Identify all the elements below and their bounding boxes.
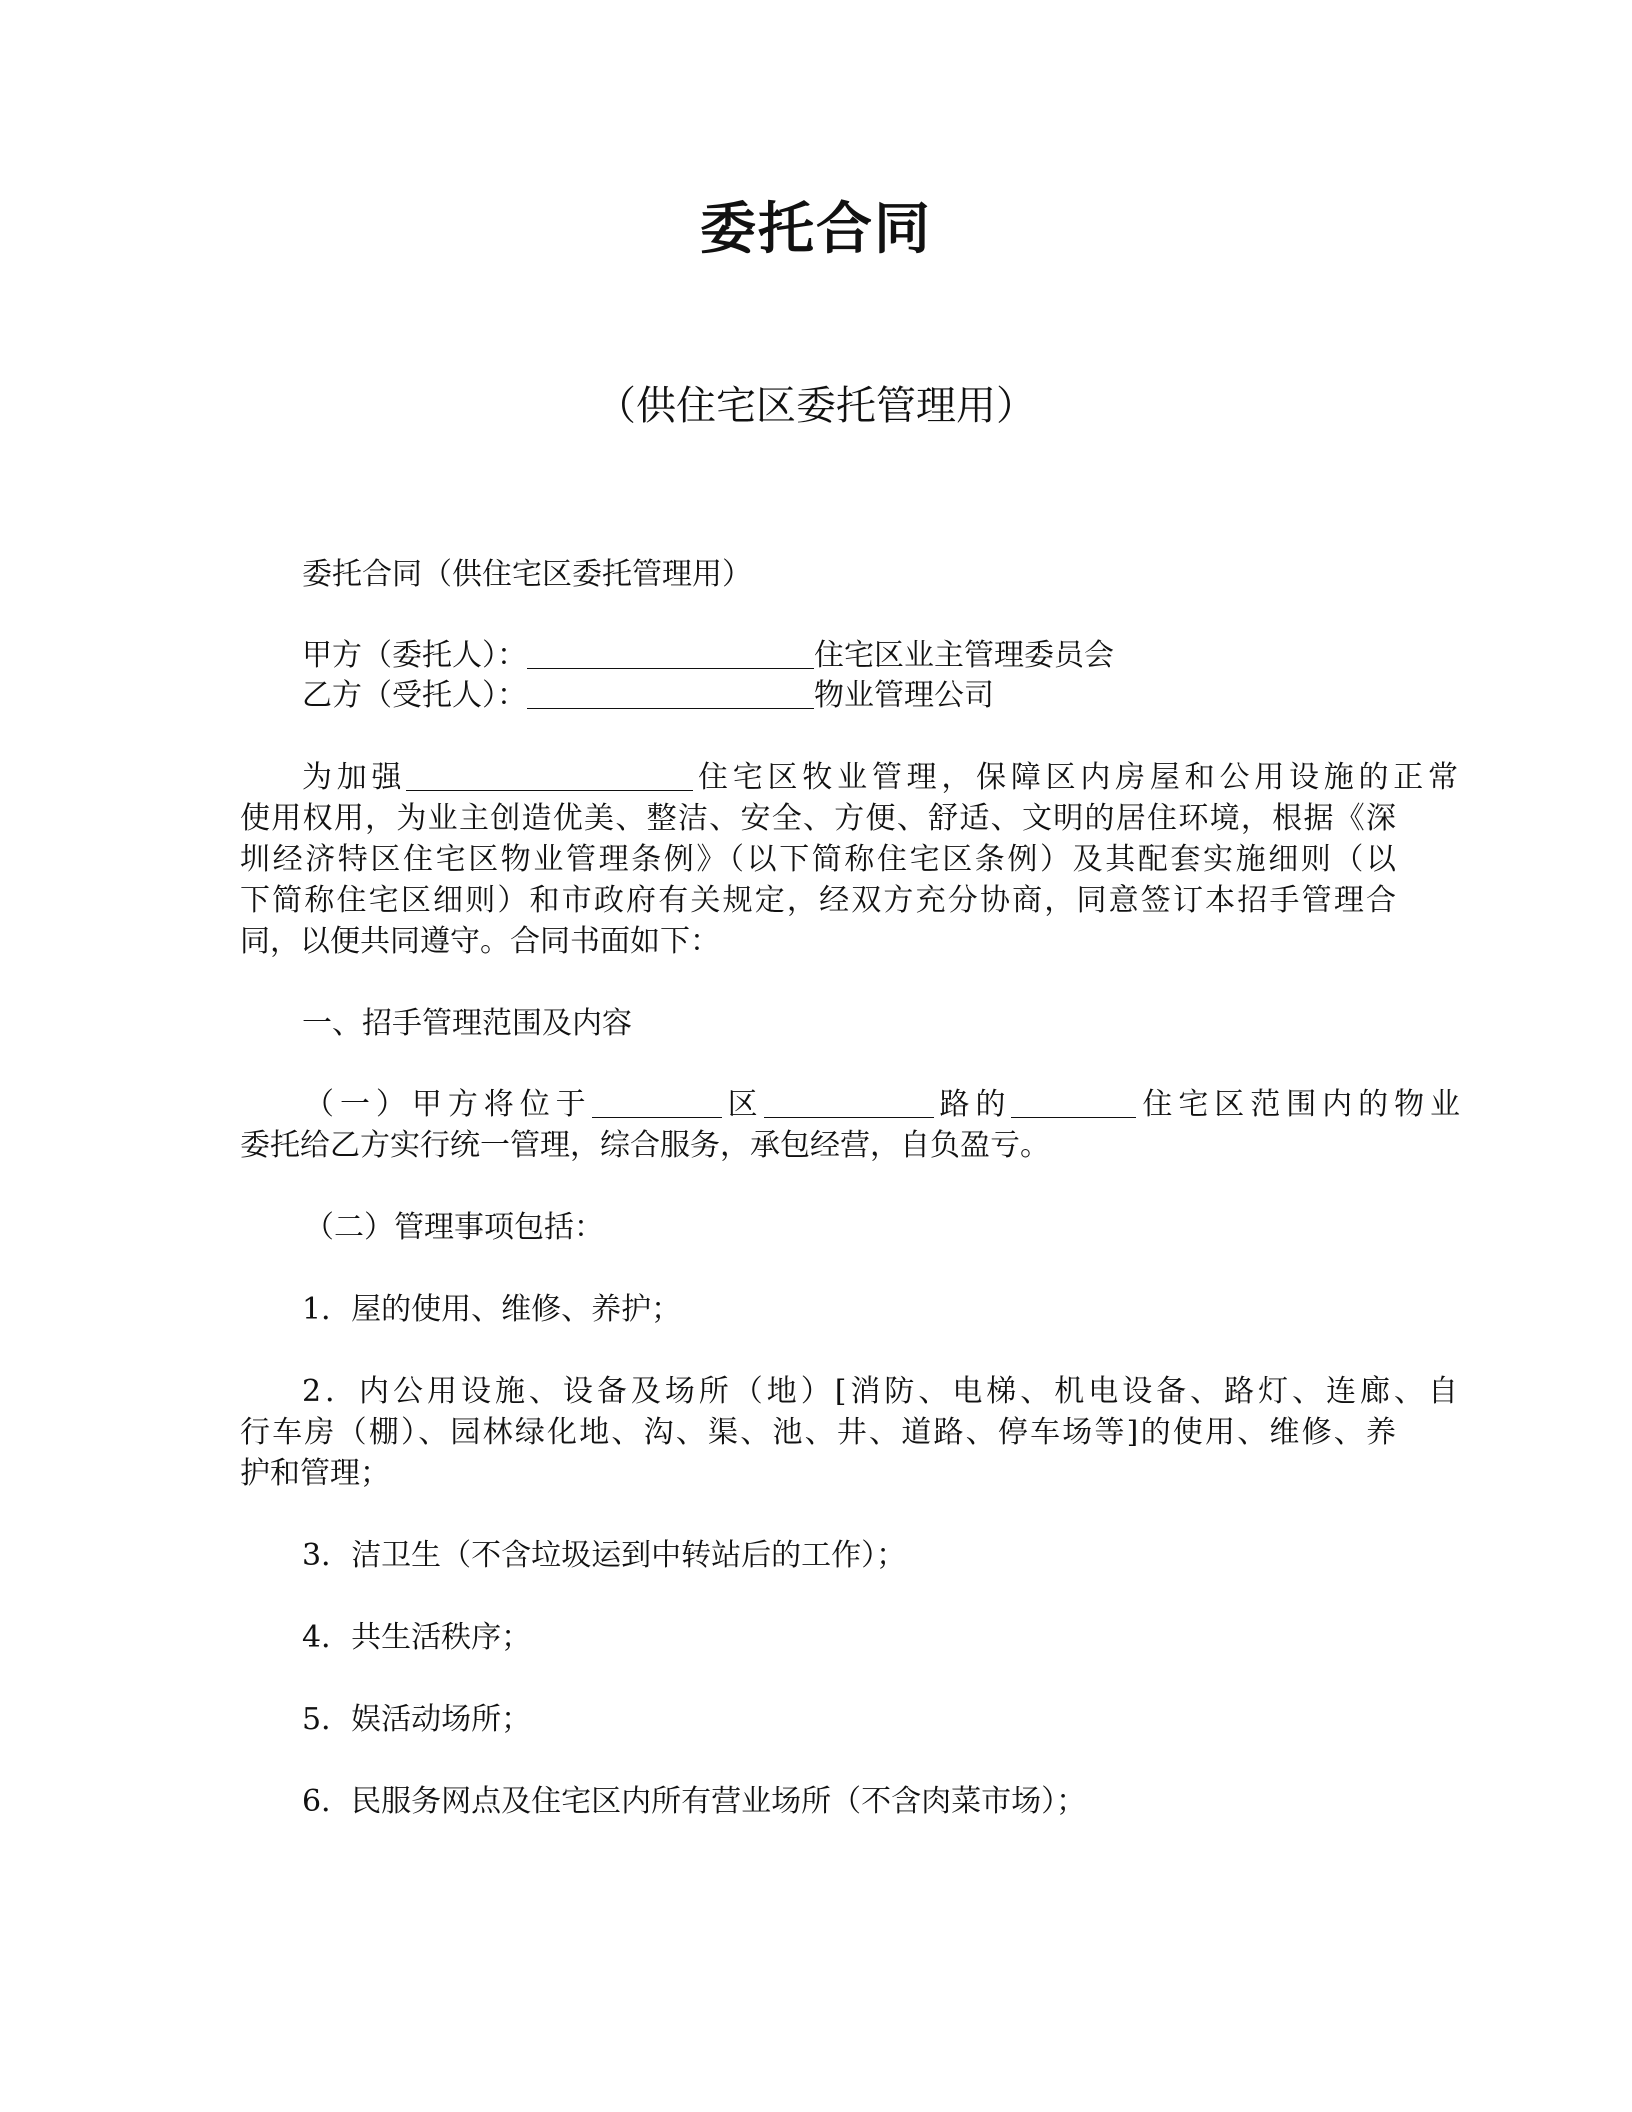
item-2-line-1: 2．内公用设施、设备及场所（地）[消防、电梯、机电设备、路灯、连廊、自 bbox=[302, 1374, 1458, 1409]
preamble-line-1 bbox=[240, 758, 1458, 798]
item-2-line-3: 护和管理； bbox=[240, 1456, 390, 1491]
district-blank bbox=[592, 1087, 722, 1118]
party-b-suffix: 物业管理公司 bbox=[814, 678, 994, 713]
preamble-line-3: 圳经济特区住宅区物业管理条例》（以下简称住宅区条例）及其配套实施细则（以 bbox=[240, 842, 1396, 877]
item-5: 5．娱活动场所； bbox=[302, 1702, 532, 1737]
clause-1-part-1: （一）甲方将位于 bbox=[304, 1087, 592, 1122]
party-a-label: 甲方（委托人）： bbox=[302, 638, 527, 673]
clause-1-line-2: 委托给乙方实行统一管理，综合服务，承包经营，自负盈亏。 bbox=[240, 1128, 1050, 1163]
party-b-line bbox=[240, 676, 1458, 716]
preamble-line-2: 使用权用，为业主创造优美、整洁、安全、方便、舒适、文明的居住环境，根据《深 bbox=[240, 801, 1396, 836]
clause-1-line-1 bbox=[240, 1085, 1460, 1125]
clause-1-part-2: 区 bbox=[721, 1087, 764, 1122]
preamble-prefix: 为加强 bbox=[302, 760, 407, 795]
preamble-line-5: 同，以便共同遵守。合同书面如下： bbox=[240, 924, 720, 959]
document-subtitle: （供住宅区委托管理用） bbox=[596, 383, 1036, 429]
party-a-blank bbox=[527, 638, 814, 669]
party-a-line bbox=[240, 636, 1458, 676]
estate-blank bbox=[1011, 1087, 1136, 1118]
road-blank bbox=[764, 1087, 934, 1118]
clause-1-part-3: 路的 bbox=[933, 1087, 1012, 1122]
heading-line: 委托合同（供住宅区委托管理用） bbox=[302, 557, 752, 592]
preamble-suffix: 住宅区牧业管理，保障区内房屋和公用设施的正常 bbox=[693, 760, 1459, 795]
clause-2-heading: （二）管理事项包括： bbox=[304, 1210, 604, 1245]
party-b-blank bbox=[527, 678, 814, 709]
document-title: 委托合同 bbox=[700, 197, 932, 262]
preamble-blank bbox=[406, 760, 693, 791]
item-3: 3．洁卫生（不含垃圾运到中转站后的工作）； bbox=[302, 1538, 907, 1573]
item-4: 4．共生活秩序； bbox=[302, 1620, 532, 1655]
party-a-suffix: 住宅区业主管理委员会 bbox=[814, 638, 1114, 673]
item-2-line-2: 行车房（棚）、园林绿化地、沟、渠、池、井、道路、停车场等]的使用、维修、养 bbox=[240, 1415, 1396, 1450]
clause-1-part-4: 住宅区范围内的物业 bbox=[1136, 1087, 1461, 1122]
party-b-label: 乙方（受托人）： bbox=[302, 678, 527, 713]
preamble-line-4: 下简称住宅区细则）和市政府有关规定，经双方充分协商，同意签订本招手管理合 bbox=[240, 883, 1396, 918]
item-1: 1．屋的使用、维修、养护； bbox=[302, 1292, 682, 1327]
section-1-heading: 一、招手管理范围及内容 bbox=[302, 1006, 632, 1041]
item-6: 6．民服务网点及住宅区内所有营业场所（不含肉菜市场）； bbox=[302, 1784, 1087, 1819]
